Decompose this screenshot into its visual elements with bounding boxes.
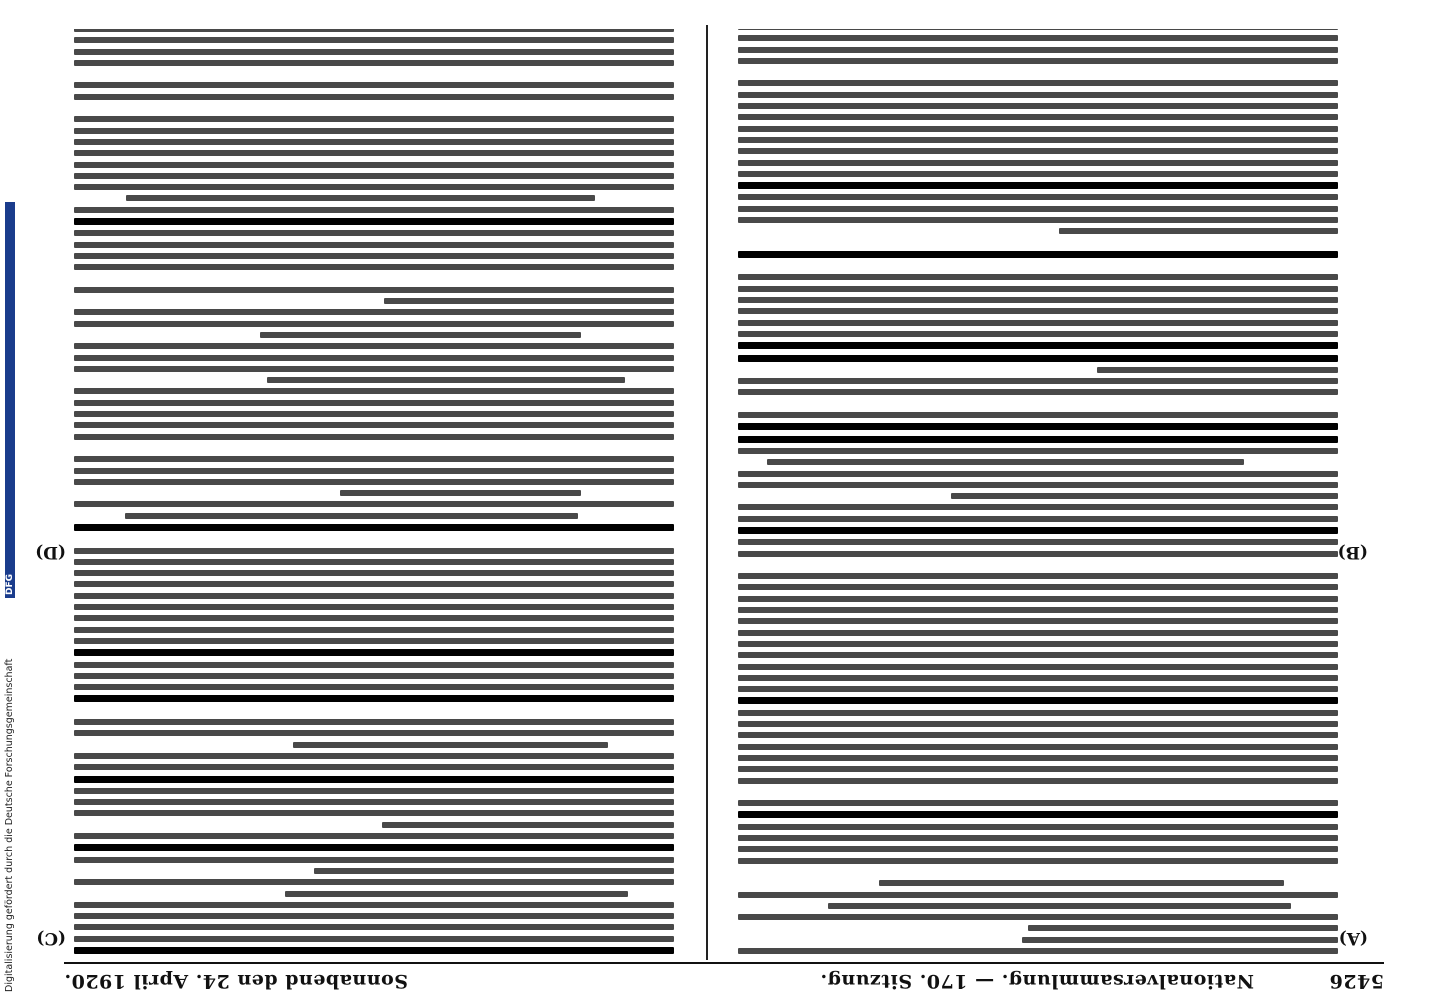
- text-line: [738, 755, 1338, 761]
- text-line: [74, 184, 674, 190]
- text-line: [74, 253, 674, 259]
- text-line: [74, 321, 674, 327]
- text-line: [74, 366, 674, 372]
- text-line: [74, 128, 674, 134]
- text-line: [1059, 228, 1338, 234]
- dfg-logo: DFG: [5, 202, 15, 598]
- digitization-credit-text: Digitalisierung gefördert durch die Deutsche Forschungsgemeinschaft: [4, 658, 15, 992]
- text-line: [74, 879, 674, 885]
- text-line: [738, 137, 1338, 143]
- text-line: [74, 94, 674, 100]
- text-line: [74, 604, 674, 610]
- text-line: [738, 47, 1338, 53]
- text-line: [267, 377, 625, 383]
- text-line: [293, 742, 608, 748]
- text-line: [1097, 367, 1338, 373]
- text-line: [738, 401, 1338, 407]
- text-line: [738, 412, 1338, 418]
- text-line: [738, 914, 1338, 920]
- text-line: [738, 789, 1338, 795]
- text-line: [74, 162, 674, 168]
- text-line: [74, 60, 674, 66]
- text-line: [74, 479, 674, 485]
- text-line: [74, 753, 674, 759]
- text-line: [828, 903, 1291, 909]
- text-line: [74, 411, 674, 417]
- text-line: [738, 114, 1338, 120]
- text-line: [738, 297, 1338, 303]
- text-line: [74, 548, 674, 554]
- text-line: [74, 139, 674, 145]
- text-line: [738, 436, 1338, 443]
- margin-mark-a: (A): [1338, 928, 1368, 948]
- text-line: [738, 630, 1338, 636]
- text-line: [767, 459, 1244, 465]
- text-line: [738, 206, 1338, 212]
- text-line: [738, 551, 1338, 557]
- text-line: [738, 652, 1338, 658]
- text-line: [74, 719, 674, 725]
- session-date: Sonnabend den 24. April 1920.: [64, 970, 408, 992]
- text-line: [738, 641, 1338, 647]
- text-line: [738, 811, 1338, 818]
- text-line: [74, 434, 674, 440]
- text-line: [738, 585, 1338, 591]
- text-line: [74, 799, 674, 805]
- text-line: [738, 194, 1338, 200]
- text-line: [738, 355, 1338, 362]
- text-line: [74, 536, 674, 542]
- text-line: [1028, 925, 1338, 931]
- text-line: [340, 490, 581, 496]
- text-line: [74, 524, 674, 531]
- text-line: [738, 504, 1338, 510]
- text-line: [74, 844, 674, 851]
- text-line: [738, 331, 1338, 337]
- text-line: [74, 242, 674, 248]
- text-line: [286, 891, 629, 897]
- text-line: [74, 275, 674, 281]
- text-line: [738, 800, 1338, 806]
- text-line: [738, 308, 1338, 314]
- text-line: [738, 596, 1338, 602]
- text-line: [74, 388, 674, 394]
- text-line: [738, 846, 1338, 852]
- text-line: [951, 493, 1338, 499]
- text-line: [738, 732, 1338, 738]
- text-line: [738, 263, 1338, 269]
- text-line: [74, 150, 674, 156]
- text-line: [738, 744, 1338, 750]
- text-line: [74, 445, 674, 451]
- text-line: [738, 471, 1338, 477]
- margin-mark-c: (C): [36, 928, 66, 948]
- text-line: [74, 615, 674, 621]
- text-line: [74, 468, 674, 474]
- margin-mark-b: (B): [1337, 542, 1368, 562]
- text-line: [74, 287, 674, 293]
- text-line: [74, 71, 674, 77]
- text-line: [74, 638, 674, 644]
- text-line: [74, 37, 674, 43]
- text-line: [738, 573, 1338, 579]
- text-line: [74, 309, 674, 315]
- text-line: [74, 947, 674, 954]
- header-rule: [64, 962, 1384, 964]
- text-line: [738, 892, 1338, 898]
- text-line: [738, 448, 1338, 454]
- text-line: [74, 173, 674, 179]
- text-line: [74, 913, 674, 919]
- text-line: [74, 902, 674, 908]
- text-line: [74, 810, 674, 816]
- text-line: [74, 570, 674, 576]
- text-line: [74, 857, 674, 863]
- text-line: [738, 778, 1338, 784]
- column-divider: [706, 25, 708, 960]
- page-number: 5426: [1329, 970, 1384, 992]
- text-line: [74, 593, 674, 599]
- text-line: [74, 355, 674, 361]
- text-line: [738, 562, 1338, 568]
- text-line: [738, 824, 1338, 830]
- text-line: [738, 869, 1338, 875]
- digitization-credit: [4, 573, 15, 992]
- text-line: [738, 274, 1338, 280]
- text-line: [738, 664, 1338, 670]
- text-line: [738, 423, 1338, 430]
- text-line: [384, 298, 674, 304]
- text-line: [74, 627, 674, 633]
- text-line: [74, 501, 674, 507]
- text-line: [738, 618, 1338, 624]
- text-line: [74, 788, 674, 794]
- text-line: [738, 35, 1338, 41]
- text-line: [738, 217, 1338, 223]
- text-line: [74, 764, 674, 770]
- text-line: [74, 559, 674, 565]
- text-line: [74, 400, 674, 406]
- text-line: [74, 708, 674, 714]
- text-line: [74, 662, 674, 668]
- text-line: [260, 332, 581, 338]
- text-line: [74, 936, 674, 942]
- text-line: [738, 160, 1338, 166]
- text-line: [74, 695, 674, 702]
- text-line: [738, 148, 1338, 154]
- text-line: [738, 697, 1338, 704]
- text-line: [738, 171, 1338, 177]
- text-line: [314, 868, 674, 874]
- text-line: [74, 207, 674, 213]
- text-line: [738, 251, 1338, 258]
- text-line: [74, 582, 674, 588]
- text-line: [74, 105, 674, 111]
- text-line: [74, 116, 674, 122]
- text-line: [738, 126, 1338, 132]
- text-line: [738, 527, 1338, 534]
- text-line: [1022, 937, 1338, 943]
- text-line: [74, 776, 674, 783]
- running-header: [64, 966, 1384, 992]
- text-line: [738, 58, 1338, 64]
- text-line: [738, 858, 1338, 864]
- text-line: [738, 182, 1338, 189]
- text-line: [738, 766, 1338, 772]
- text-line: [74, 230, 674, 236]
- text-line: [382, 822, 674, 828]
- text-line: [738, 607, 1338, 613]
- text-line: [738, 320, 1338, 326]
- text-column-right: [74, 29, 674, 954]
- text-line: [74, 218, 674, 225]
- text-line: [74, 833, 674, 839]
- text-line: [74, 649, 674, 656]
- text-line: [738, 286, 1338, 292]
- text-line: [74, 82, 674, 88]
- text-line: [738, 686, 1338, 692]
- text-line: [738, 948, 1338, 954]
- text-line: [738, 92, 1338, 98]
- text-line: [738, 835, 1338, 841]
- running-title: Nationalversammlung. — 170. Sitzung.: [820, 970, 1254, 992]
- text-line: [738, 103, 1338, 109]
- text-line: [738, 721, 1338, 727]
- text-line: [74, 49, 674, 55]
- text-line: [738, 378, 1338, 384]
- text-line: [738, 710, 1338, 716]
- text-line: [74, 29, 674, 32]
- text-line: [74, 343, 674, 349]
- text-line: [74, 264, 674, 270]
- text-line: [74, 684, 674, 690]
- text-line: [738, 389, 1338, 395]
- text-column-left: [738, 29, 1338, 954]
- text-line: [738, 29, 1338, 30]
- text-line: [738, 539, 1338, 545]
- text-line: [74, 422, 674, 428]
- text-line: [74, 673, 674, 679]
- text-line: [738, 516, 1338, 522]
- text-line: [738, 482, 1338, 488]
- text-line: [126, 195, 595, 201]
- text-line: [74, 456, 674, 462]
- text-line: [879, 880, 1284, 886]
- text-line: [125, 513, 578, 519]
- text-line: [74, 730, 674, 736]
- text-line: [738, 69, 1338, 75]
- text-line: [74, 924, 674, 930]
- text-line: [738, 675, 1338, 681]
- text-line: [738, 80, 1338, 86]
- text-line: [738, 342, 1338, 349]
- margin-mark-d: (D): [35, 542, 66, 562]
- text-line: [738, 240, 1338, 246]
